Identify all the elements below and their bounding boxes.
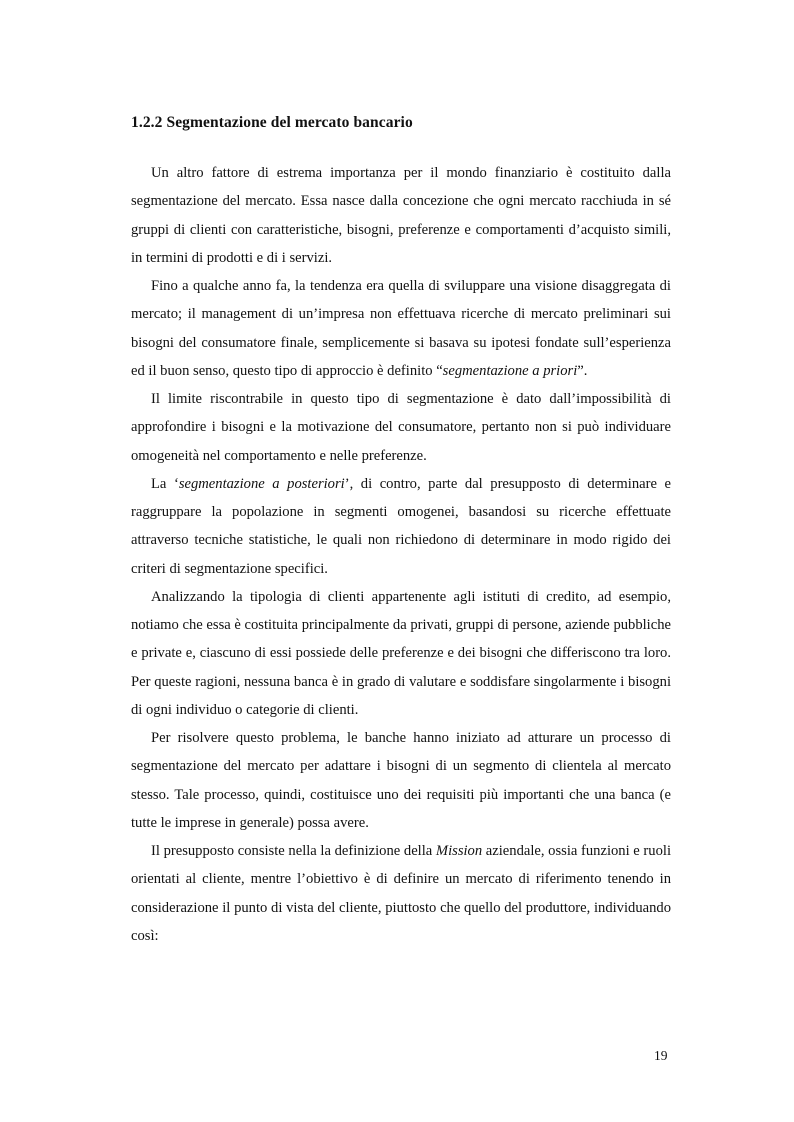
paragraph-4-emphasis: segmentazione a posteriori xyxy=(178,475,345,492)
paragraph-7-text-end: aziendale, ossia funzioni e ruoli orientati al cliente, mentre l’obiettivo è di definire un mercato di riferimento tenendo in considerazione il punto di vista del cliente, piuttosto che quello del produttore, individuando così: xyxy=(131,843,671,944)
paragraph-5-text: Analizzando la tipologia di clienti appartenente agli istituti di credito, ad esempio, notiamo che essa è costituita principalmente da privati, gruppi di persone, aziende pubbliche e private e, ciascuno di essi possiede delle preferenze e dei bisogni che differiscono tra loro. Per queste ragioni, nessuna banca è in grado di valutare e soddisfare singolarmente i bisogni di ogni individuo o categorie di clienti. xyxy=(131,588,671,718)
paragraph-7-text: Il presupposto consiste nella la definizione della xyxy=(151,843,436,859)
paragraph-6 xyxy=(131,724,671,837)
section-heading: 1.2.2 Segmentazione del mercato bancario xyxy=(131,114,413,131)
paragraph-6-text: Per risolvere questo problema, le banche hanno iniziato ad atturare un processo di segmentazione del mercato per adattare i bisogni di un segmento di clientela al mercato stesso. Tale processo, quindi, costituisce uno dei requisiti più importanti che una banca (e tutte le imprese in generale) possa avere. xyxy=(131,730,671,831)
paragraph-1 xyxy=(131,159,671,272)
page-number: 19 xyxy=(654,1048,668,1063)
paragraph-3-text: Il limite riscontrabile in questo tipo di segmentazione è dato dall’impossibilità di approfondire i bisogni e la motivazione del consumatore, pertanto non si può individuare omogeneità nel comportamento e nelle preferenze. xyxy=(131,391,671,464)
paragraph-2 xyxy=(131,272,671,385)
paragraph-2-text: Fino a qualche anno fa, la tendenza era quella di sviluppare una visione disaggregata di mercato; il management di un’impresa non effettuava ricerche di mercato preliminari sui bisogni del consumatore finale, semplicemente si basava su ipotesi fondate sull’esperienza ed il buon senso, questo tipo di approccio è definito “ xyxy=(131,278,671,379)
paragraph-3 xyxy=(131,385,671,470)
paragraph-4 xyxy=(131,470,671,583)
paragraph-2-emphasis: segmentazione a priori xyxy=(442,362,578,379)
paragraph-5 xyxy=(131,583,671,724)
paragraph-2-text-end: ”. xyxy=(577,362,588,379)
paragraph-7-emphasis: Mission xyxy=(435,843,483,859)
paragraph-7 xyxy=(131,837,671,950)
paragraph-1-text: Un altro fattore di estrema importanza per il mondo finanziario è costituito dalla segmentazione del mercato. Essa nasce dalla concezione che ogni mercato racchiuda in sé gruppi di clienti con caratteristiche, bisogni, preferenze e comportamenti d’acquisto simili, in termini di prodotti e di i servizi. xyxy=(131,165,671,266)
body-text xyxy=(131,159,671,950)
paragraph-4-text: La ‘ xyxy=(151,475,179,492)
paragraph-4-text-end: ’, di contro, parte dal presupposto di determinare e raggruppare la popolazione in segmenti omogenei, basandosi su ricerche effettuate attraverso tecniche statistiche, le quali non richiedono di determinare in modo rigido dei criteri di segmentazione specifici. xyxy=(131,475,671,577)
